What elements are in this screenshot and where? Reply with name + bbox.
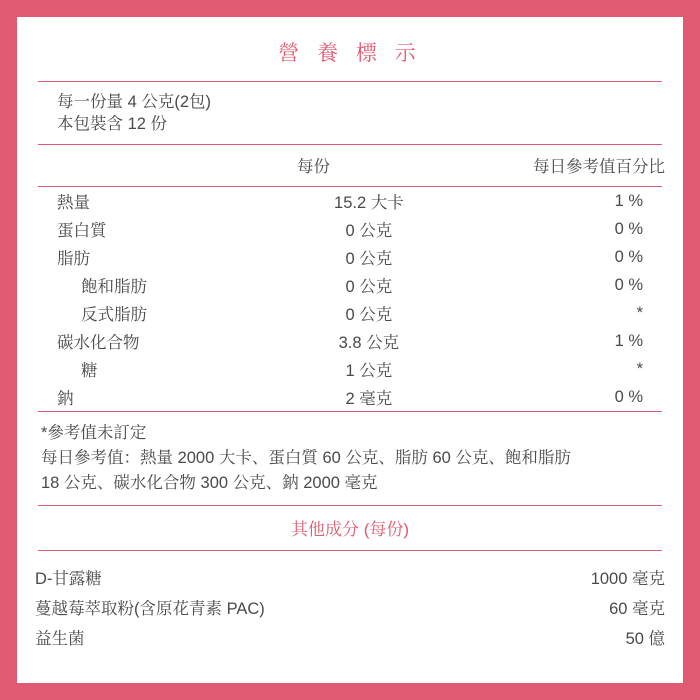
ingredient-name: 蔓越莓萃取粉(含原花青素 PAC)	[35, 600, 265, 618]
nutrient-amount: 0 公克	[345, 250, 393, 268]
other-ingredients-title: 其他成分 (每份)	[290, 520, 410, 539]
nutrient-percent: 0 %	[614, 219, 643, 238]
nutrient-amount: 2 毫克	[345, 390, 393, 408]
nutrient-name: 鈉	[57, 390, 74, 408]
nutrient-percent: 1 %	[614, 331, 643, 350]
nutrient-name: 蛋白質	[57, 222, 107, 240]
nutrient-name: 脂肪	[57, 250, 90, 268]
table-row	[35, 327, 665, 355]
nutrient-percent: 1 %	[614, 191, 643, 210]
table-row	[35, 187, 665, 215]
nutrient-name: 反式脂肪	[81, 306, 147, 324]
nutrient-amount: 3.8 公克	[338, 334, 400, 352]
nutrition-rows-table	[35, 187, 665, 411]
nutrient-percent: 0 %	[614, 387, 643, 406]
nutrient-amount: 0 公克	[345, 306, 393, 324]
header-percent: 每日參考值百分比	[533, 158, 665, 176]
table-row	[35, 243, 665, 271]
nutrient-amount: 1 公克	[345, 362, 393, 380]
nutrient-percent: 0 %	[614, 247, 643, 266]
ingredient-value: 50 億	[625, 630, 665, 648]
table-row	[35, 271, 665, 299]
serving-info	[35, 82, 665, 144]
nutrition-label-inner	[17, 17, 683, 683]
ingredient-value: 1000 毫克	[590, 570, 665, 588]
table-row	[35, 355, 665, 383]
table-row	[35, 215, 665, 243]
nutrient-percent: *	[636, 303, 643, 322]
nutrient-name: 飽和脂肪	[81, 278, 147, 296]
footnote-daily-value-line2: 18 公克、碳水化合物 300 公克、鈉 2000 毫克	[41, 474, 378, 492]
nutrient-amount: 15.2 大卡	[334, 194, 404, 212]
table-row	[35, 622, 665, 652]
footnote-asterisk: *參考值未訂定	[41, 424, 147, 442]
nutrient-name: 糖	[81, 362, 98, 380]
page-title: 營 養 標 示	[278, 42, 422, 65]
nutrient-percent: 0 %	[614, 275, 643, 294]
footnotes	[35, 412, 665, 505]
ingredient-name: 益生菌	[35, 630, 85, 648]
nutrient-name: 熱量	[57, 194, 90, 212]
table-row	[35, 592, 665, 622]
table-header-row	[35, 145, 665, 186]
other-ingredients-table	[35, 551, 665, 652]
serving-size: 每一份量 4 公克(2包)	[57, 93, 212, 111]
ingredient-value: 60 毫克	[609, 600, 665, 618]
nutrition-label-panel	[17, 17, 683, 683]
table-row	[35, 299, 665, 327]
header-amount: 每份	[296, 158, 330, 176]
table-row	[35, 551, 665, 592]
footnote-daily-value-line1: 每日參考值：熱量 2000 大卡、蛋白質 60 公克、脂肪 60 公克、飽和脂肪	[41, 449, 571, 467]
header-nutrient	[35, 145, 274, 186]
ingredient-name: D-甘露糖	[35, 570, 102, 588]
nutrient-amount: 0 公克	[345, 222, 393, 240]
nutrient-percent: *	[636, 359, 643, 378]
nutrient-name: 碳水化合物	[57, 334, 140, 352]
nutrition-table	[35, 145, 665, 186]
servings-per-container: 本包裝含 12 份	[57, 115, 168, 133]
table-row	[35, 383, 665, 411]
nutrient-amount: 0 公克	[345, 278, 393, 296]
